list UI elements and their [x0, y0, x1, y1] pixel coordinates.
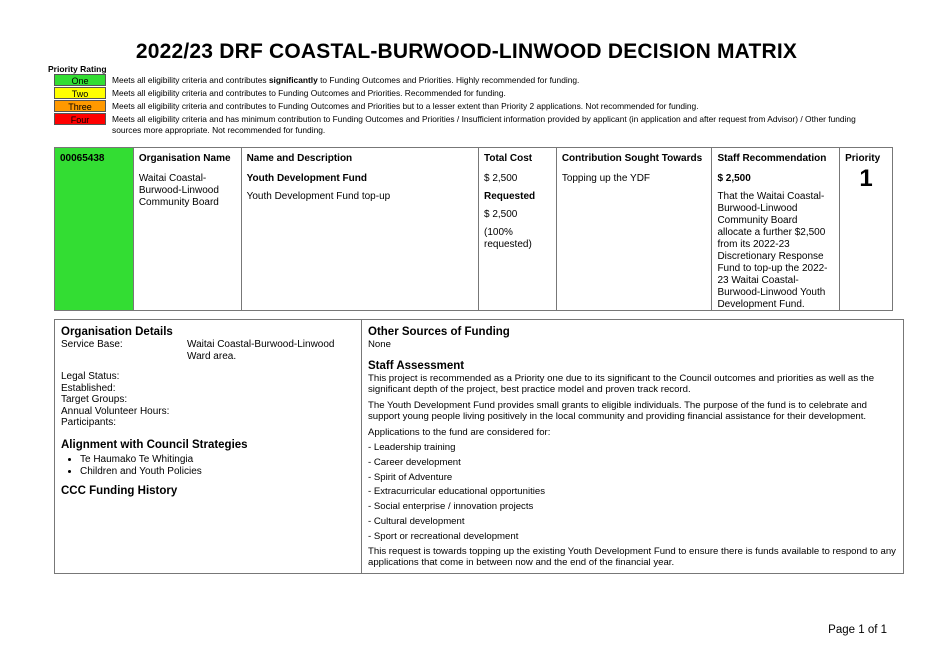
- assessment-paragraph-1: This project is recommended as a Priority one due to its significant to the Council outcomes and priorities as well as the significant depth of the project, best practice model and proven track record.: [368, 372, 875, 395]
- page-title: 2022/23 DRF COASTAL-BURWOOD-LINWOOD DECISION MATRIX: [135, 40, 798, 63]
- project-name: Youth Development Fund: [246, 173, 367, 184]
- requested-label: Requested: [483, 191, 536, 202]
- legend-text-three: Meets all eligibility criteria and contributes to Funding Outcomes and Priorities but to a lesser extent than Priority 2 applications. Not recommended for funding.: [112, 101, 699, 111]
- organisation-header: Organisation Name: [138, 153, 231, 164]
- organisation-name: Waitai Coastal-Burwood-Linwood Community Board: [138, 173, 219, 208]
- staff-recommendation-header: Staff Recommendation: [717, 153, 827, 164]
- priority-legend: [54, 74, 884, 136]
- recommendation-amount: $ 2,500: [717, 173, 751, 184]
- established-label: Established:: [61, 382, 116, 394]
- total-cost-column: [479, 148, 557, 310]
- swatch-two: Two: [54, 87, 106, 99]
- alignment-title: Alignment with Council Strategies: [61, 438, 248, 451]
- list-item: - Spirit of Adventure: [368, 471, 453, 483]
- alignment-list: [61, 454, 355, 478]
- priority-rating-heading: Priority Rating: [48, 64, 107, 74]
- contribution-column: [557, 148, 713, 310]
- swatch-four: Four: [54, 113, 106, 125]
- application-id: 00065438: [55, 148, 134, 310]
- assessment-paragraph-2: The Youth Development Fund provides small grants to eligible individuals. The purpose of the fund is to celebrate and support young people living positively in the local community and providing financial assistance for their development.: [368, 399, 868, 422]
- swatch-three: Three: [54, 100, 106, 112]
- priority-column: [840, 148, 892, 310]
- list-item: - Social enterprise / innovation projects: [368, 501, 534, 513]
- organisation-column: [134, 148, 242, 310]
- legend-row-one: [54, 74, 884, 87]
- requested-amount: $ 2,500: [483, 209, 518, 220]
- list-item: - Cultural development: [368, 515, 465, 527]
- recommendation-text: That the Waitai Coastal-Burwood-Linwood Community Board allocate a further $2,500 from its 2022-23 Discretionary Response Fund to top-up the 2022-23 Waitai Coastal-Burwood-Linwood Youth Development Fund.: [717, 191, 828, 310]
- legend-row-three: [54, 100, 884, 113]
- requested-percentage: (100% requested): [483, 227, 532, 250]
- name-description-column: [242, 148, 479, 310]
- volunteer-hours-label: Annual Volunteer Hours:: [61, 405, 170, 417]
- target-groups-label: Target Groups:: [61, 394, 128, 405]
- participants-label: Participants:: [61, 417, 117, 428]
- funding-assessment-panel: [362, 320, 903, 573]
- service-base-label: Service Base:: [61, 339, 123, 350]
- legend-text-two: Meets all eligibility criteria and contributes to Funding Outcomes and Priorities. Recommended for funding.: [112, 88, 506, 98]
- list-item: - Leadership training: [368, 442, 456, 453]
- funding-history-title: CCC Funding History: [61, 484, 178, 497]
- swatch-one: One: [54, 74, 106, 86]
- priority-header: Priority: [845, 153, 881, 164]
- legal-status-label: Legal Status:: [61, 371, 120, 382]
- list-item: - Sport or recreational development: [368, 530, 519, 542]
- legend-text-one: Meets all eligibility criteria and contributes significantly to Funding Outcomes and Priorities. Highly recommended for funding.: [112, 75, 580, 85]
- service-base-value: Waitai Coastal-Burwood-Linwood Ward area.: [187, 339, 335, 362]
- summary-table: [54, 147, 893, 311]
- assessment-paragraph-3: Applications to the fund are considered for:: [368, 426, 551, 438]
- service-base-row: [61, 339, 355, 362]
- staff-recommendation-column: [712, 148, 840, 310]
- project-description: Youth Development Fund top-up: [246, 191, 391, 202]
- legend-row-four: [54, 113, 884, 136]
- list-item: - Extracurricular educational opportunities: [368, 486, 546, 498]
- list-item: - Career development: [368, 456, 461, 468]
- other-sources-value: None: [368, 339, 391, 350]
- list-item: • Children and Youth Policies: [80, 466, 355, 478]
- contribution-value: Topping up the YDF: [561, 173, 651, 184]
- legend-row-two: [54, 87, 884, 100]
- name-description-header: Name and Description: [246, 153, 353, 164]
- assessment-paragraph-4: This request is towards topping up the existing Youth Development Fund to ensure there is funds available to respond to any applications that come in between now and the end of the financial year.: [368, 545, 896, 569]
- page-number: Page 1 of 1: [828, 624, 887, 636]
- legend-text-four: Meets all eligibility criteria and has minimum contribution to Funding Outcomes and Priorities / Insufficient information provided by applicant (in application and after request from Advisor) / Other funding sources more appropriate. Not recommended for funding.: [112, 114, 856, 135]
- other-sources-title: Other Sources of Funding: [368, 326, 510, 338]
- details-box: [54, 319, 904, 574]
- contribution-header: Contribution Sought Towards: [561, 153, 703, 164]
- total-cost-header: Total Cost: [483, 153, 533, 164]
- total-cost-value: $ 2,500: [483, 173, 518, 184]
- organisation-details-panel: [55, 320, 362, 573]
- priority-value: 1: [859, 165, 873, 192]
- staff-assessment-title: Staff Assessment: [368, 359, 465, 372]
- list-item: • Te Haumako Te Whitingia: [80, 454, 355, 466]
- organisation-details-title: Organisation Details: [61, 326, 173, 338]
